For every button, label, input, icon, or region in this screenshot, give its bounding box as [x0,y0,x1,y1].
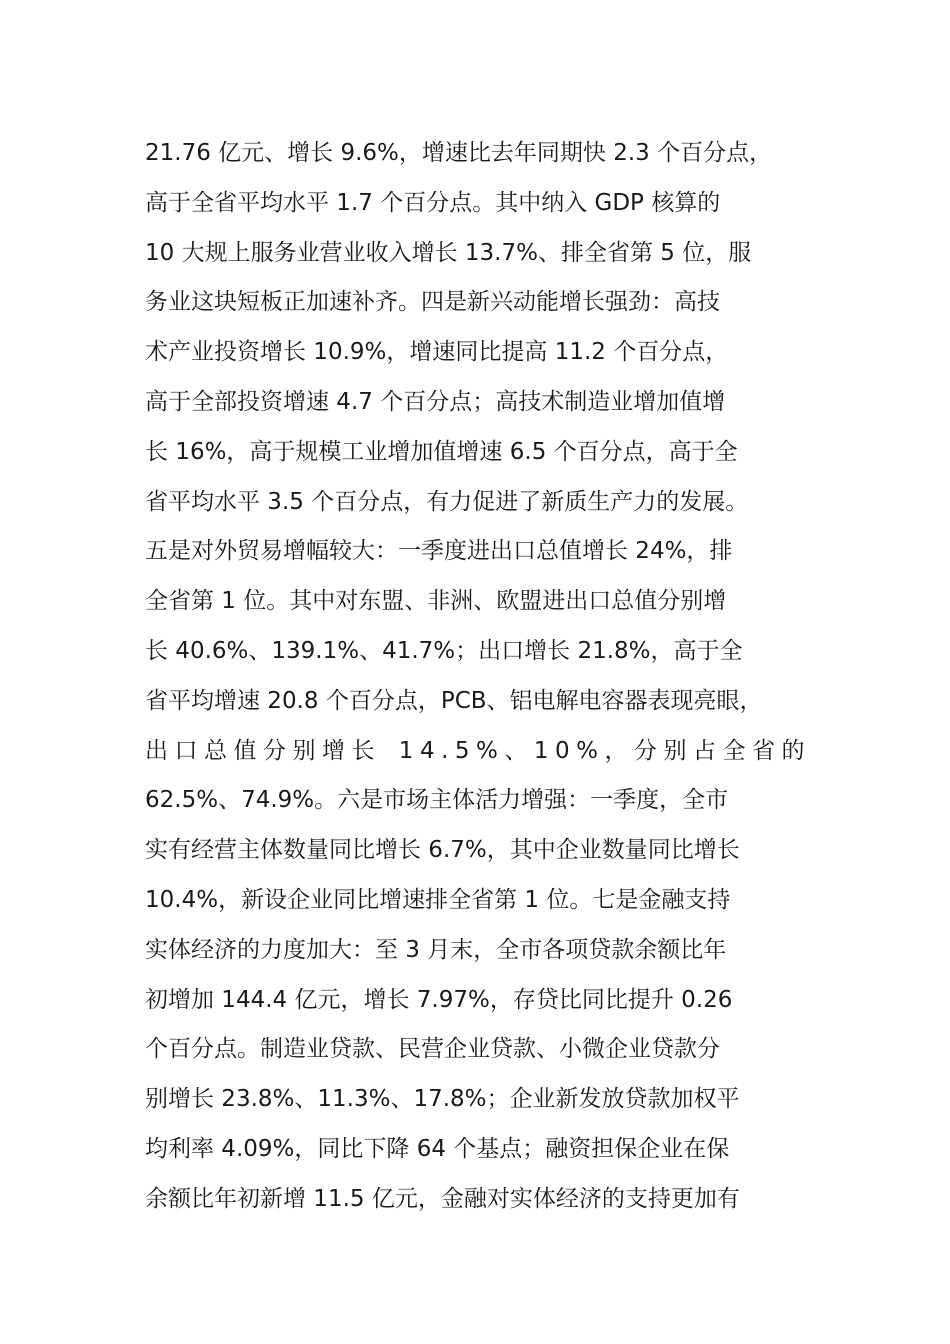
text-line: 长 16%，高于规模工业增加值增速 6.5 个百分点，高于全 [145,438,738,465]
text-line: 五是对外贸易增幅较大：一季度进出口总值增长 24%，排 [145,538,733,565]
text-line: 高于全部投资增速 4.7 个百分点；高技术制造业增加值增 [145,388,726,415]
text-line: 高于全省平均水平 1.7 个百分点。其中纳入 GDP 核算的 [145,189,721,216]
text-line: 21.76 亿元、增长 9.6%，增速比去年同期快 2.3 个百分点， [145,140,773,166]
text-line: 务业这块短板正加速补齐。四是新兴动能增长强劲：高技 [145,289,720,316]
text-line: 62.5%、74.9%。六是市场主体活力增强：一季度，全市 [145,787,729,814]
text-line: 均利率 4.09%，同比下降 64 个基点；融资担保企业在保 [145,1135,730,1162]
text-line: 别增长 23.8%、11.3%、17.8%；企业新发放贷款加权平 [145,1086,740,1113]
text-line: 实有经营主体数量同比增长 6.7%，其中企业数量同比增长 [145,837,740,864]
text-line: 术产业投资增长 10.9%，增速同比提高 11.2 个百分点， [145,339,729,366]
text-line: 省平均水平 3.5 个百分点，有力促进了新质生产力的发展。 [145,488,749,515]
text-line: 全省第 1 位。其中对东盟、非洲、欧盟进出口总值分别增 [145,588,727,615]
text-line: 10 大规上服务业营业收入增长 13.7%、排全省第 5 位，服 [145,239,752,266]
text-line: 余额比年初新增 11.5 亿元，金融对实体经济的支持更加有 [145,1185,740,1212]
text-line: 出口总值分别增长 14.5%、10%，分别占全省的 [145,737,811,764]
text-line: 个百分点。制造业贷款、民营企业贷款、小微企业贷款分 [145,1036,720,1063]
body-text [145,129,845,1225]
text-line: 实体经济的力度加大：至 3 月末，全市各项贷款余额比年 [145,936,727,963]
text-line: 省平均增速 20.8 个百分点，PCB、铝电解电容器表现亮眼， [145,687,763,714]
text-line: 初增加 144.4 亿元，增长 7.97%，存贷比同比提升 0.26 [145,986,733,1013]
text-line: 长 40.6%、139.1%、41.7%；出口增长 21.8%，高于全 [145,637,743,664]
text-line: 10.4%，新设企业同比增速排全省第 1 位。七是金融支持 [145,886,731,913]
